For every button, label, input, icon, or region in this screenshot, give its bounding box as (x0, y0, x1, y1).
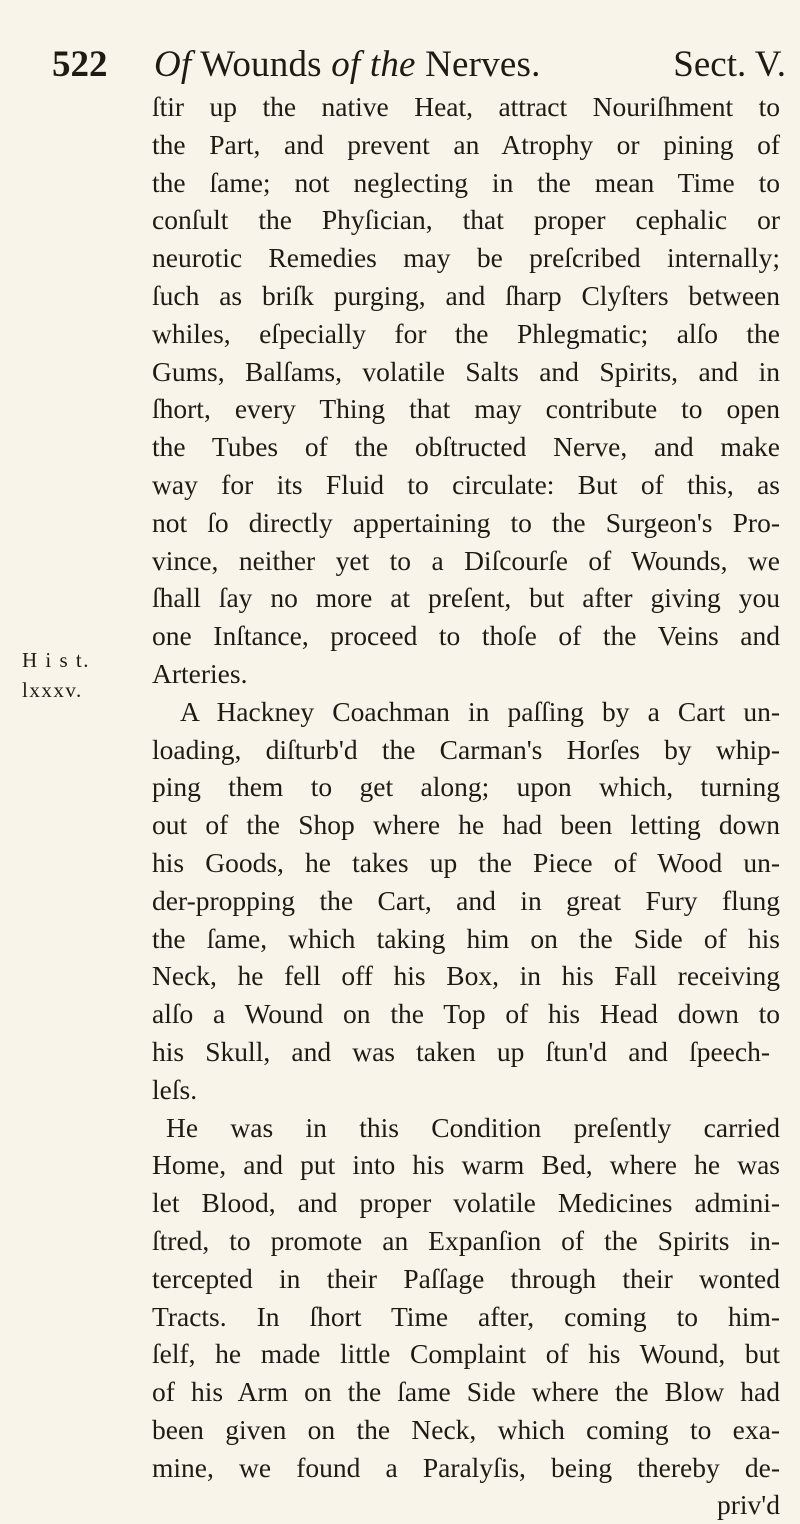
page-number: 522 (52, 44, 108, 85)
section-reference: Sect. V. (673, 44, 786, 85)
text-line: not ſo directly appertaining to the Surgeon's Pro- (152, 506, 780, 538)
text-line: one Inſtance, proceed to thoſe of the Veins and (152, 620, 780, 652)
text-line: vince, neither yet to a Diſcourſe of Wounds, we (152, 544, 780, 576)
text-line: tercepted in their Paſſage through their wonted (152, 1262, 780, 1294)
text-line: Gums, Balſams, volatile Salts and Spirits, and in (152, 355, 780, 387)
text-line: way for its Fluid to circulate: But of this, as (152, 468, 780, 500)
text-line: the Part, and prevent an Atrophy or pining of (152, 128, 780, 160)
text-line: alſo a Wound on the Top of his Head down to (152, 998, 780, 1030)
text-line: loading, diſturb'd the Carman's Horſes by whip- (152, 733, 780, 765)
text-line: Arteries. (152, 657, 248, 689)
text-line: mine, we found a Paralyſis, being thereby de- (152, 1451, 780, 1483)
text-line: ſhall ſay no more at preſent, but after giving you (152, 582, 780, 614)
text-line: his Skull, and was taken up ſtun'd and ſpeech- (152, 1035, 770, 1067)
text-line: Neck, he fell off his Box, in his Fall receiving (152, 960, 780, 992)
margin-note-hist: H i s t. (22, 648, 91, 672)
text-line: ſuch as briſk purging, and ſharp Clyſters between (152, 279, 780, 311)
running-head-nerves: Nerves. (415, 44, 541, 85)
text-line: the ſame, which taking him on the Side of his (152, 922, 780, 954)
text-line: ping them to get along; upon which, turning (152, 771, 780, 803)
running-head (154, 38, 541, 92)
running-head-of-the: of the (331, 44, 416, 85)
margin-note-history (22, 645, 90, 705)
page-header (52, 38, 786, 92)
text-line: ſhort, every Thing that may contribute to open (152, 393, 780, 425)
text-line: the Tubes of the obſtructed Nerve, and make (152, 431, 780, 463)
text-line: whiles, eſpecially for the Phlegmatic; alſo the (152, 317, 780, 349)
text-line: He was in this Condition preſently carried (166, 1111, 780, 1143)
text-line: A Hackney Coachman in paſſing by a Cart un- (180, 695, 780, 727)
text-line: ſtir up the native Heat, attract Nouriſhment to (152, 91, 780, 122)
text-line: his Goods, he takes up the Piece of Wood un- (152, 846, 780, 878)
text-line: neurotic Remedies may be preſcribed internally; (152, 242, 780, 274)
text-line: of his Arm on the ſame Side where the Blow had (152, 1376, 780, 1408)
body-text (152, 88, 780, 1524)
text-line: conſult the Phyſician, that proper cephalic or (152, 204, 780, 236)
text-line: been given on the Neck, which coming to exa- (152, 1413, 780, 1445)
running-head-of: Of (154, 44, 192, 85)
text-line: Home, and put into his warm Bed, where he was (152, 1149, 780, 1181)
catchword: priv'd (716, 1489, 780, 1521)
text-line: let Blood, and proper volatile Medicines admini- (152, 1187, 780, 1219)
running-head-wounds: Wounds (191, 44, 332, 85)
text-line: ſtred, to promote an Expanſion of the Spirits in- (152, 1224, 780, 1256)
margin-note-number: lxxxv. (22, 678, 83, 702)
text-line: leſs. (152, 1073, 198, 1105)
text-line: the ſame; not neglecting in the mean Time to (152, 166, 780, 198)
text-line: ſelf, he made little Complaint of his Wound, but (152, 1338, 780, 1370)
text-line: out of the Shop where he had been letting down (152, 809, 780, 841)
text-line: der-propping the Cart, and in great Fury flung (152, 884, 780, 916)
text-line: Tracts. In ſhort Time after, coming to him- (152, 1300, 780, 1332)
